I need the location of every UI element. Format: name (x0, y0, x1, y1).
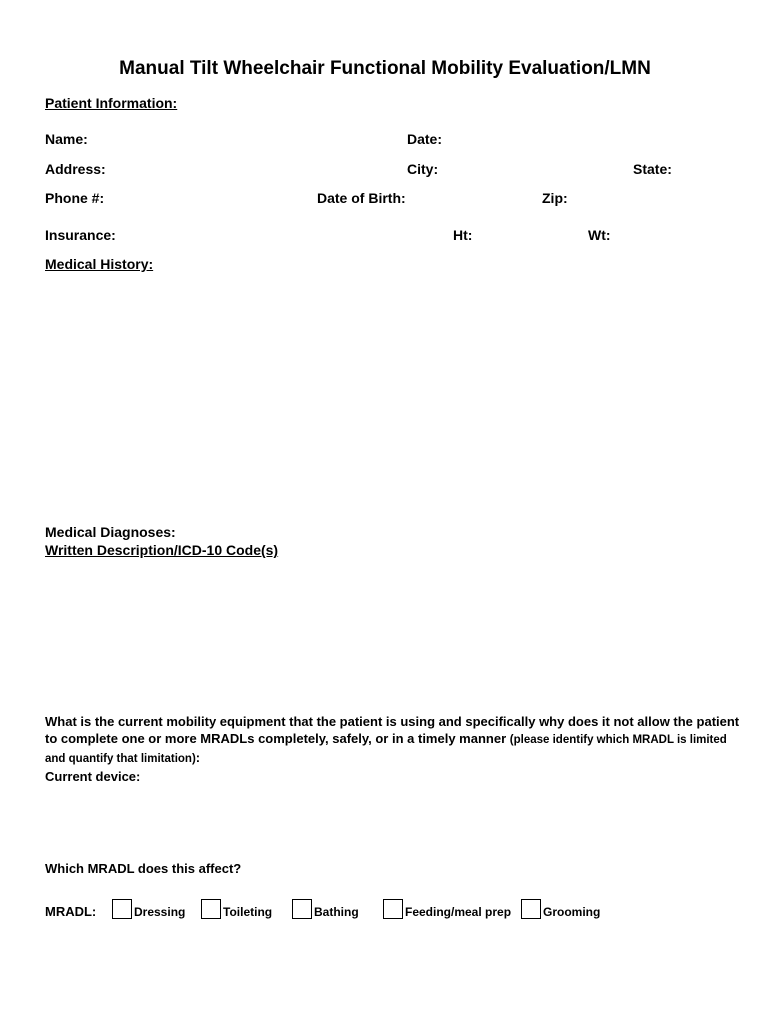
grooming-label: Grooming (543, 905, 601, 919)
mradl-option-toileting[interactable] (201, 899, 272, 919)
feeding-checkbox[interactable] (383, 899, 403, 919)
insurance-label: Insurance: (45, 227, 116, 243)
bathing-label: Bathing (314, 905, 359, 919)
patient-information-heading: Patient Information: (45, 95, 178, 111)
mobility-equipment-question (45, 713, 745, 785)
zip-label: Zip: (542, 190, 568, 206)
mradl-option-grooming[interactable] (521, 899, 600, 919)
dressing-checkbox[interactable] (112, 899, 132, 919)
mradl-option-feeding[interactable] (383, 899, 511, 919)
toileting-checkbox[interactable] (201, 899, 221, 919)
current-device-label: Current device: (45, 769, 141, 784)
mobility-question-note: (please identify which MRADL is limited and quantify that limitation) (45, 734, 727, 765)
mradl-option-dressing[interactable] (112, 899, 185, 919)
mradl-row (45, 893, 765, 919)
date-of-birth-label: Date of Birth: (317, 190, 406, 206)
date-label: Date: (407, 131, 443, 147)
medical-diagnoses-heading: Medical Diagnoses: (45, 524, 176, 540)
form-title: Manual Tilt Wheelchair Functional Mobility Evaluation/LMN (119, 58, 651, 79)
bathing-checkbox[interactable] (292, 899, 312, 919)
address-label: Address: (45, 161, 106, 177)
feeding-label: Feeding/meal prep (405, 905, 512, 919)
dressing-label: Dressing (134, 905, 186, 919)
mradl-option-bathing[interactable] (292, 899, 359, 919)
weight-label: Wt: (588, 227, 611, 243)
city-label: City: (407, 161, 439, 177)
name-label: Name: (45, 131, 88, 147)
mradl-question: Which MRADL does this affect? (45, 861, 242, 876)
medical-history-heading: Medical History: (45, 256, 154, 272)
mobility-question-colon: : (195, 750, 201, 765)
icd10-codes-subheading: Written Description/ICD-10 Code(s) (45, 542, 279, 558)
mradl-label: MRADL: (45, 904, 97, 919)
state-label: State: (633, 161, 672, 177)
grooming-checkbox[interactable] (521, 899, 541, 919)
mobility-question-text: What is the current mobility equipment that the patient is using and specifically why does it not allow the patient to complete one or more MRADLs completely, safely, or in a timely manner (45, 714, 740, 746)
height-label: Ht: (453, 227, 473, 243)
phone-label: Phone #: (45, 190, 105, 206)
toileting-label: Toileting (223, 905, 273, 919)
